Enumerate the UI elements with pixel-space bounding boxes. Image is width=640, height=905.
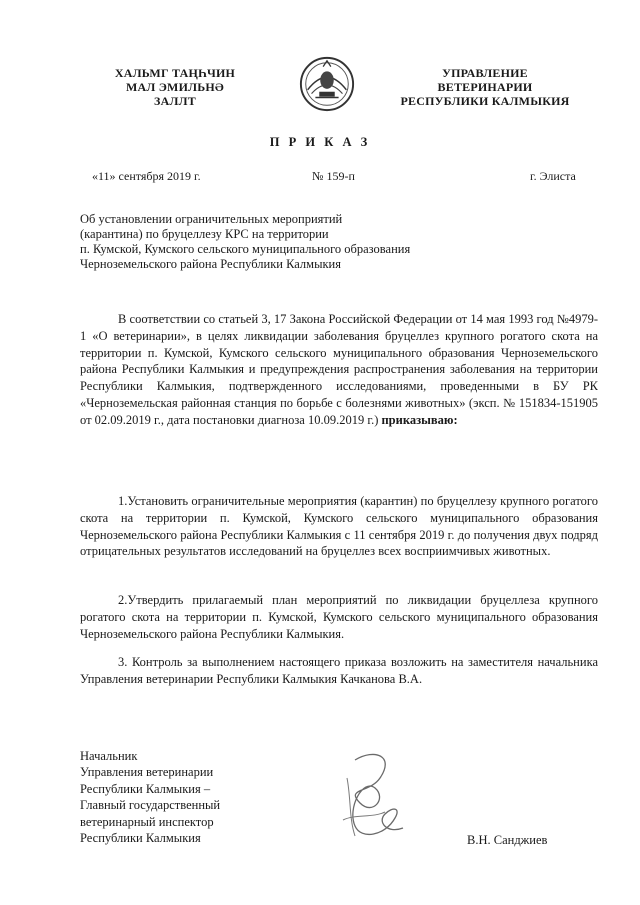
header-left-org xyxy=(95,66,255,108)
header-left-line: ХАЛЬМГ ТАҢҺЧИН xyxy=(114,66,236,80)
document-date: «11» сентября 2019 г. xyxy=(92,169,201,183)
preamble-text: В соответствии со статьей 3, 17 Закона Российской Федерации от 14 мая 1993 год №4979-1 «О ветеринарии», в целях ликвидации заболевания бруцеллез крупного рогатого скота на территории п. Кумской, Кумского сельского муниципального образования Черноземельского района Республики Калмыкия и предупреждения распространения заболевания на территории Республики Калмыкия, подтвержденного исследованиями, проведенными в БУ РК «Черноземельская районная станция по борьбе с болезнями животных» (эксп. № 151834-151905 от 02.09.2019 г., дата постановки диагноза 10.09.2019 г.) xyxy=(80,312,598,427)
position-line: Начальник xyxy=(80,749,138,763)
order-item-1: 1.Установить ограничительные мероприятия (карантин) по бруцеллезу крупного рогатого скота на территории п. Кумской, Кумского сельского муниципального образования Черноземельского района Республики Калмыкия с 11 сентября 2019 г. до получения двух подряд отрицательных результатов исследований на бруцеллез всех восприимчивых животных. xyxy=(80,494,598,559)
document-title: П Р И К А З xyxy=(269,135,371,149)
header-right-line: ВЕТЕРИНАРИИ xyxy=(437,80,533,94)
position-line: Управления ветеринарии xyxy=(80,765,214,780)
order-word: приказываю: xyxy=(381,412,458,427)
position-line: ветеринарный инспектор xyxy=(80,814,214,829)
subject-line: Об установлении ограничительных мероприятий xyxy=(80,212,343,226)
coat-of-arms-emblem-icon xyxy=(298,55,356,113)
header-right-org xyxy=(392,66,578,108)
position-line: Республики Калмыкия – xyxy=(80,781,211,796)
subject-line: Черноземельского района Республики Калмыкия xyxy=(80,257,341,271)
position-line: Главный государственный xyxy=(80,798,221,813)
header-right-line: УПРАВЛЕНИЕ xyxy=(442,66,528,80)
handwritten-signature-icon xyxy=(325,748,415,848)
subject-line: (карантина) по бруцеллезу КРС на территории xyxy=(80,227,329,241)
document-place: г. Элиста xyxy=(530,169,576,183)
preamble-paragraph xyxy=(80,311,598,429)
header-right-line: РЕСПУБЛИКИ КАЛМЫКИЯ xyxy=(400,94,570,108)
document-number: № 159-п xyxy=(312,169,355,183)
position-line: Республики Калмыкия xyxy=(80,831,201,846)
order-item-3: 3. Контроль за выполнением настоящего приказа возложить на заместителя начальника Управления ветеринарии Республики Калмыкия Качканова В.А. xyxy=(80,655,598,686)
header-left-line: ЗАЛЛТ xyxy=(154,94,196,108)
header-left-line: МАЛ ЭМИЛЬНӘ xyxy=(125,80,224,94)
signatory-position xyxy=(80,748,220,846)
document-subject xyxy=(80,212,410,272)
signatory-name: В.Н. Санджиев xyxy=(467,833,548,847)
order-item-2: 2.Утвердить прилагаемый план мероприятий по ликвидации бруцеллеза крупного рогатого скота на территории п. Кумской, Кумского сельского муниципального образования Черноземельского района Республики Калмыкия. xyxy=(80,593,598,641)
subject-line: п. Кумской, Кумского сельского муниципального образования xyxy=(80,242,411,256)
